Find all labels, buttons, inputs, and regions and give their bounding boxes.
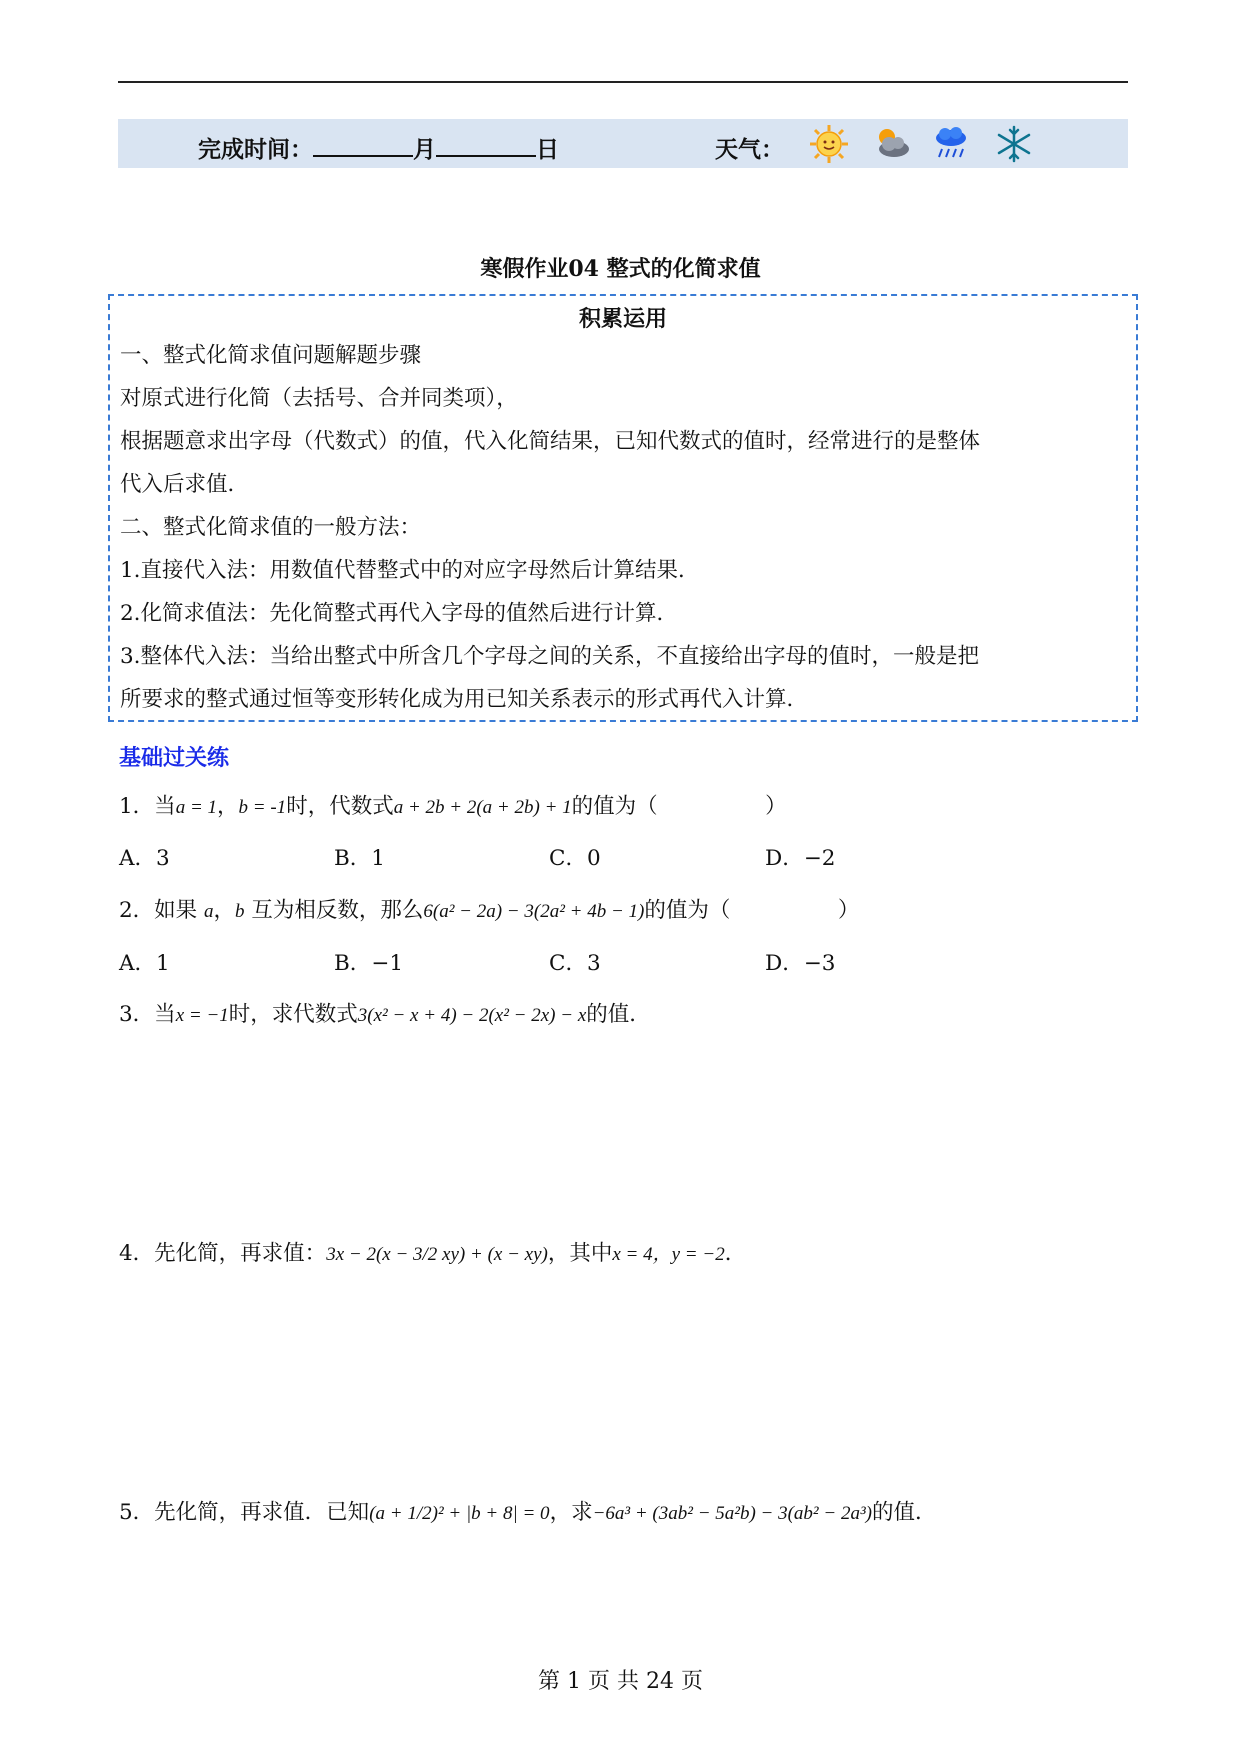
question-4: 4．先化简，再求值：3x − 2(x − 3/2 xy) + (x − xy)，其中x = 4，y = −2． xyxy=(119,1241,747,1266)
box-line: 2.化简求值法：先化简整式再代入字母的值然后进行计算． xyxy=(120,601,679,626)
month-blank[interactable] xyxy=(313,135,413,157)
summary-box xyxy=(108,294,1138,722)
expression: a + 2b + 2(a + 2b) + 1 xyxy=(393,797,572,818)
question-2: 2．如果 a，b 互为相反数，那么6(a² − 2a) − 3(2a² + 4b − 1)的值为（ ） xyxy=(119,898,860,923)
option-a[interactable]: A．1 xyxy=(119,951,170,976)
expression: 6(a² − 2a) − 3(2a² + 4b − 1) xyxy=(423,901,645,922)
day-label: 日 xyxy=(536,137,559,163)
header-rule xyxy=(118,81,1128,83)
rain-icon[interactable] xyxy=(930,123,972,165)
month-label: 月 xyxy=(413,137,436,163)
section-heading: 基础过关练 xyxy=(119,746,230,771)
expression: −6a³ + (3ab² − 5a²b) − 3(ab² − 2a³) xyxy=(592,1503,872,1524)
box-line: 3.整体代入法：当给出整式中所含几个字母之间的关系，不直接给出字母的值时，一般是把 xyxy=(120,644,980,669)
box-line: 1.直接代入法：用数值代替整式中的对应字母然后计算结果． xyxy=(120,558,700,583)
page-title: 寒假作业04 整式的化简求值 xyxy=(480,256,761,282)
completion-band xyxy=(118,119,1128,168)
condition-b: b = -1 xyxy=(238,797,287,818)
sun-icon[interactable] xyxy=(808,123,850,165)
box-line: 代入后求值． xyxy=(120,472,250,497)
option-a[interactable]: A．3 xyxy=(119,846,170,871)
option-d[interactable]: D．−2 xyxy=(765,846,836,871)
page-footer: 第 1 页 共 24 页 xyxy=(538,1669,703,1694)
box-line: 对原式进行化简（去括号、合并同类项）， xyxy=(120,386,518,411)
option-b[interactable]: B．−1 xyxy=(334,951,403,976)
cloudy-icon[interactable] xyxy=(870,123,912,165)
option-b[interactable]: B．1 xyxy=(334,846,385,871)
condition-a: a = 1 xyxy=(175,797,218,818)
option-d[interactable]: D．−3 xyxy=(765,951,836,976)
box-heading: 积累运用 xyxy=(578,306,667,332)
box-line: 所要求的整式通过恒等变形转化成为用已知关系表示的形式再代入计算． xyxy=(120,687,809,712)
box-line: 一、整式化简求值问题解题步骤 xyxy=(120,343,422,368)
question-5: 5．先化简，再求值．已知(a + 1/2)² + |b + 8| = 0，求−6a³ + (3ab² − 5a²b) − 3(ab² − 2a³)的值． xyxy=(119,1500,937,1525)
question-3: 3．当x = −1时，求代数式3(x² − x + 4) − 2(x² − 2x) − x的值． xyxy=(119,1002,651,1027)
day-blank[interactable] xyxy=(436,135,536,157)
snow-icon[interactable] xyxy=(993,123,1035,165)
expression: 3(x² − x + 4) − 2(x² − 2x) − x xyxy=(357,1005,587,1026)
time-label: 完成时间： xyxy=(198,137,313,163)
completion-time xyxy=(198,131,559,164)
option-c[interactable]: C．0 xyxy=(549,846,601,871)
expression: 3x − 2(x − 3/2 xy) + (x − xy) xyxy=(326,1244,548,1265)
box-line: 根据题意求出字母（代数式）的值，代入化简结果，已知代数式的值时，经常进行的是整体 xyxy=(120,429,981,454)
option-c[interactable]: C．3 xyxy=(549,951,601,976)
box-line: 二、整式化简求值的一般方法： xyxy=(120,515,422,540)
question-1: 1．当a = 1，b = -1时，代数式a + 2b + 2(a + 2b) + 1的值为（ ） xyxy=(119,794,787,819)
weather-label: 天气： xyxy=(715,137,784,163)
